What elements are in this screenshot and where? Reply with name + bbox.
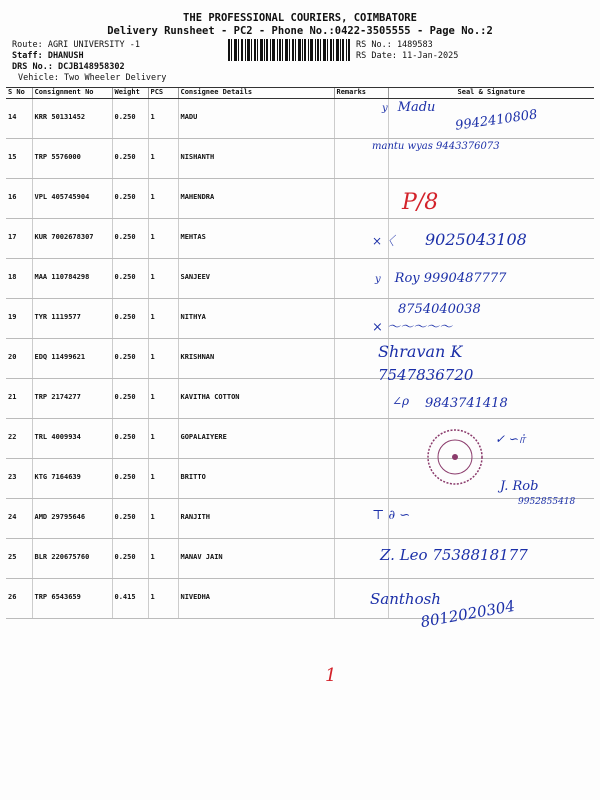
cell-consignee: BRITTO [178, 459, 334, 499]
cell-remarks [334, 379, 388, 419]
signature-row-25: Z. Leo 7538818177 [380, 546, 528, 564]
cell-sno: 14 [6, 99, 32, 139]
signature-row-19: × ～～～～～ [372, 320, 453, 335]
cell-sno: 19 [6, 299, 32, 339]
signature-row-26: Santhosh [370, 590, 441, 608]
signature-row-18: y Roy 9990487777 [375, 271, 507, 286]
cell-consignee: GOPALAIYERE [178, 419, 334, 459]
col-remarks: Remarks [334, 88, 388, 99]
cell-weight: 0.250 [112, 339, 148, 379]
cell-weight: 0.250 [112, 539, 148, 579]
phone-row-26: 8012020304 [419, 596, 517, 632]
cell-weight: 0.250 [112, 459, 148, 499]
cell-weight: 0.250 [112, 299, 148, 339]
cell-remarks [334, 179, 388, 219]
signature-row-24: ⊤ ∂ ∽ [372, 508, 411, 523]
cell-consignee: NIVEDHA [178, 579, 334, 619]
cell-pcs: 1 [148, 379, 178, 419]
cell-consignment: TYR 1119577 [32, 299, 112, 339]
cell-consignee: MADU [178, 99, 334, 139]
cell-consignment: TRP 6543659 [32, 579, 112, 619]
table-row [6, 499, 594, 539]
cell-weight: 0.250 [112, 499, 148, 539]
cell-sno: 21 [6, 379, 32, 419]
cell-pcs: 1 [148, 179, 178, 219]
cell-consignment: AMD 29795646 [32, 499, 112, 539]
red-page-mark: 1 [325, 665, 337, 686]
phone-row-19: 8754040038 [398, 302, 481, 317]
col-weight: Weight [112, 88, 148, 99]
cell-pcs: 1 [148, 219, 178, 259]
col-signature: Seal & Signature [388, 88, 594, 99]
company-name: THE PROFESSIONAL COURIERS, COIMBATORE [183, 12, 417, 24]
runsheet-table [6, 87, 594, 619]
cell-consignment: MAA 110784298 [32, 259, 112, 299]
cell-signature [388, 419, 594, 459]
signature-row-23: J. Rob [500, 479, 539, 494]
cell-consignee: NITHYA [178, 299, 334, 339]
col-sno: S No [6, 88, 32, 99]
cell-weight: 0.250 [112, 259, 148, 299]
cell-weight: 0.250 [112, 179, 148, 219]
cell-pcs: 1 [148, 539, 178, 579]
cell-consignment: TRP 2174277 [32, 379, 112, 419]
cell-sno: 15 [6, 139, 32, 179]
phone-row-17: 9025043108 [425, 230, 527, 249]
cell-sno: 22 [6, 419, 32, 459]
runsheet-title: Delivery Runsheet - PC2 - Phone No.:0422-3505555 - Page No.:2 [107, 25, 493, 37]
cell-weight: 0.250 [112, 139, 148, 179]
table-row [6, 179, 594, 219]
cell-weight: 0.250 [112, 379, 148, 419]
red-mark-row-16: P/8 [402, 190, 439, 215]
barcode [228, 39, 350, 61]
signature-row-21: ∠ρ [392, 394, 410, 408]
table-row [6, 339, 594, 379]
drs-number: DRS No.: DCJB148958302 [12, 62, 125, 72]
cell-signature [388, 459, 594, 499]
phone-row-21: 9843741418 [425, 396, 508, 411]
signature-row-15: mantu wyas 9443376073 [372, 141, 500, 152]
cell-consignee: KRISHNAN [178, 339, 334, 379]
table-header-row [6, 88, 594, 99]
cell-weight: 0.250 [112, 419, 148, 459]
vehicle-label: Vehicle: Two Wheeler Delivery [18, 73, 167, 83]
cell-remarks [334, 419, 388, 459]
cell-sno: 24 [6, 499, 32, 539]
cell-consignee: NISHANTH [178, 139, 334, 179]
cell-weight: 0.250 [112, 99, 148, 139]
phone-row-14: 9942410808 [454, 107, 539, 134]
cell-pcs: 1 [148, 459, 178, 499]
cell-sno: 26 [6, 579, 32, 619]
phone-row-20: 7547836720 [378, 366, 474, 384]
cell-pcs: 1 [148, 499, 178, 539]
cell-weight: 0.250 [112, 219, 148, 259]
rs-number: RS No.: 1489583 [356, 40, 433, 50]
cell-sno: 23 [6, 459, 32, 499]
signature-row-14: y Madu [382, 100, 436, 115]
cell-consignment: KUR 7002678307 [32, 219, 112, 259]
cell-consignee: RANJITH [178, 499, 334, 539]
cell-consignment: EDQ 11499621 [32, 339, 112, 379]
cell-consignment: BLR 220675760 [32, 539, 112, 579]
phone-row-23: 9952855418 [518, 497, 576, 507]
cell-consignee: MAHENDRA [178, 179, 334, 219]
cell-sno: 17 [6, 219, 32, 259]
table-row [6, 299, 594, 339]
company-seal [426, 428, 484, 486]
table-row [6, 139, 594, 179]
col-consignment: Consignment No [32, 88, 112, 99]
cell-consignment: TRL 4009934 [32, 419, 112, 459]
cell-pcs: 1 [148, 99, 178, 139]
cell-sno: 16 [6, 179, 32, 219]
cell-pcs: 1 [148, 339, 178, 379]
cell-pcs: 1 [148, 259, 178, 299]
cell-consignee: KAVITHA COTTON [178, 379, 334, 419]
cell-remarks [334, 99, 388, 139]
cell-consignment: KTG 7164639 [32, 459, 112, 499]
staff-label: Staff: DHANUSH [12, 51, 84, 61]
col-consignee: Consignee Details [178, 88, 334, 99]
signature-row-17: ×〈 [372, 234, 395, 248]
cell-consignee: MANAV JAIN [178, 539, 334, 579]
cell-pcs: 1 [148, 579, 178, 619]
cell-pcs: 1 [148, 299, 178, 339]
cell-pcs: 1 [148, 419, 178, 459]
cell-consignment: TRP 5576000 [32, 139, 112, 179]
signature-row-20: Shravan K [378, 342, 463, 361]
cell-remarks [334, 459, 388, 499]
cell-sno: 20 [6, 339, 32, 379]
cell-consignee: SANJEEV [178, 259, 334, 299]
cell-weight: 0.415 [112, 579, 148, 619]
cell-consignment: KRR 50131452 [32, 99, 112, 139]
cell-consignee: MEHTAS [178, 219, 334, 259]
route-label: Route: AGRI UNIVERSITY -1 [12, 40, 140, 50]
cell-sno: 18 [6, 259, 32, 299]
signature-row-22: ✓ ∽ர் [495, 432, 526, 446]
cell-sno: 25 [6, 539, 32, 579]
cell-consignment: VPL 405745904 [32, 179, 112, 219]
cell-pcs: 1 [148, 139, 178, 179]
col-pcs: PCS [148, 88, 178, 99]
rs-date: RS Date: 11-Jan-2025 [356, 51, 459, 61]
